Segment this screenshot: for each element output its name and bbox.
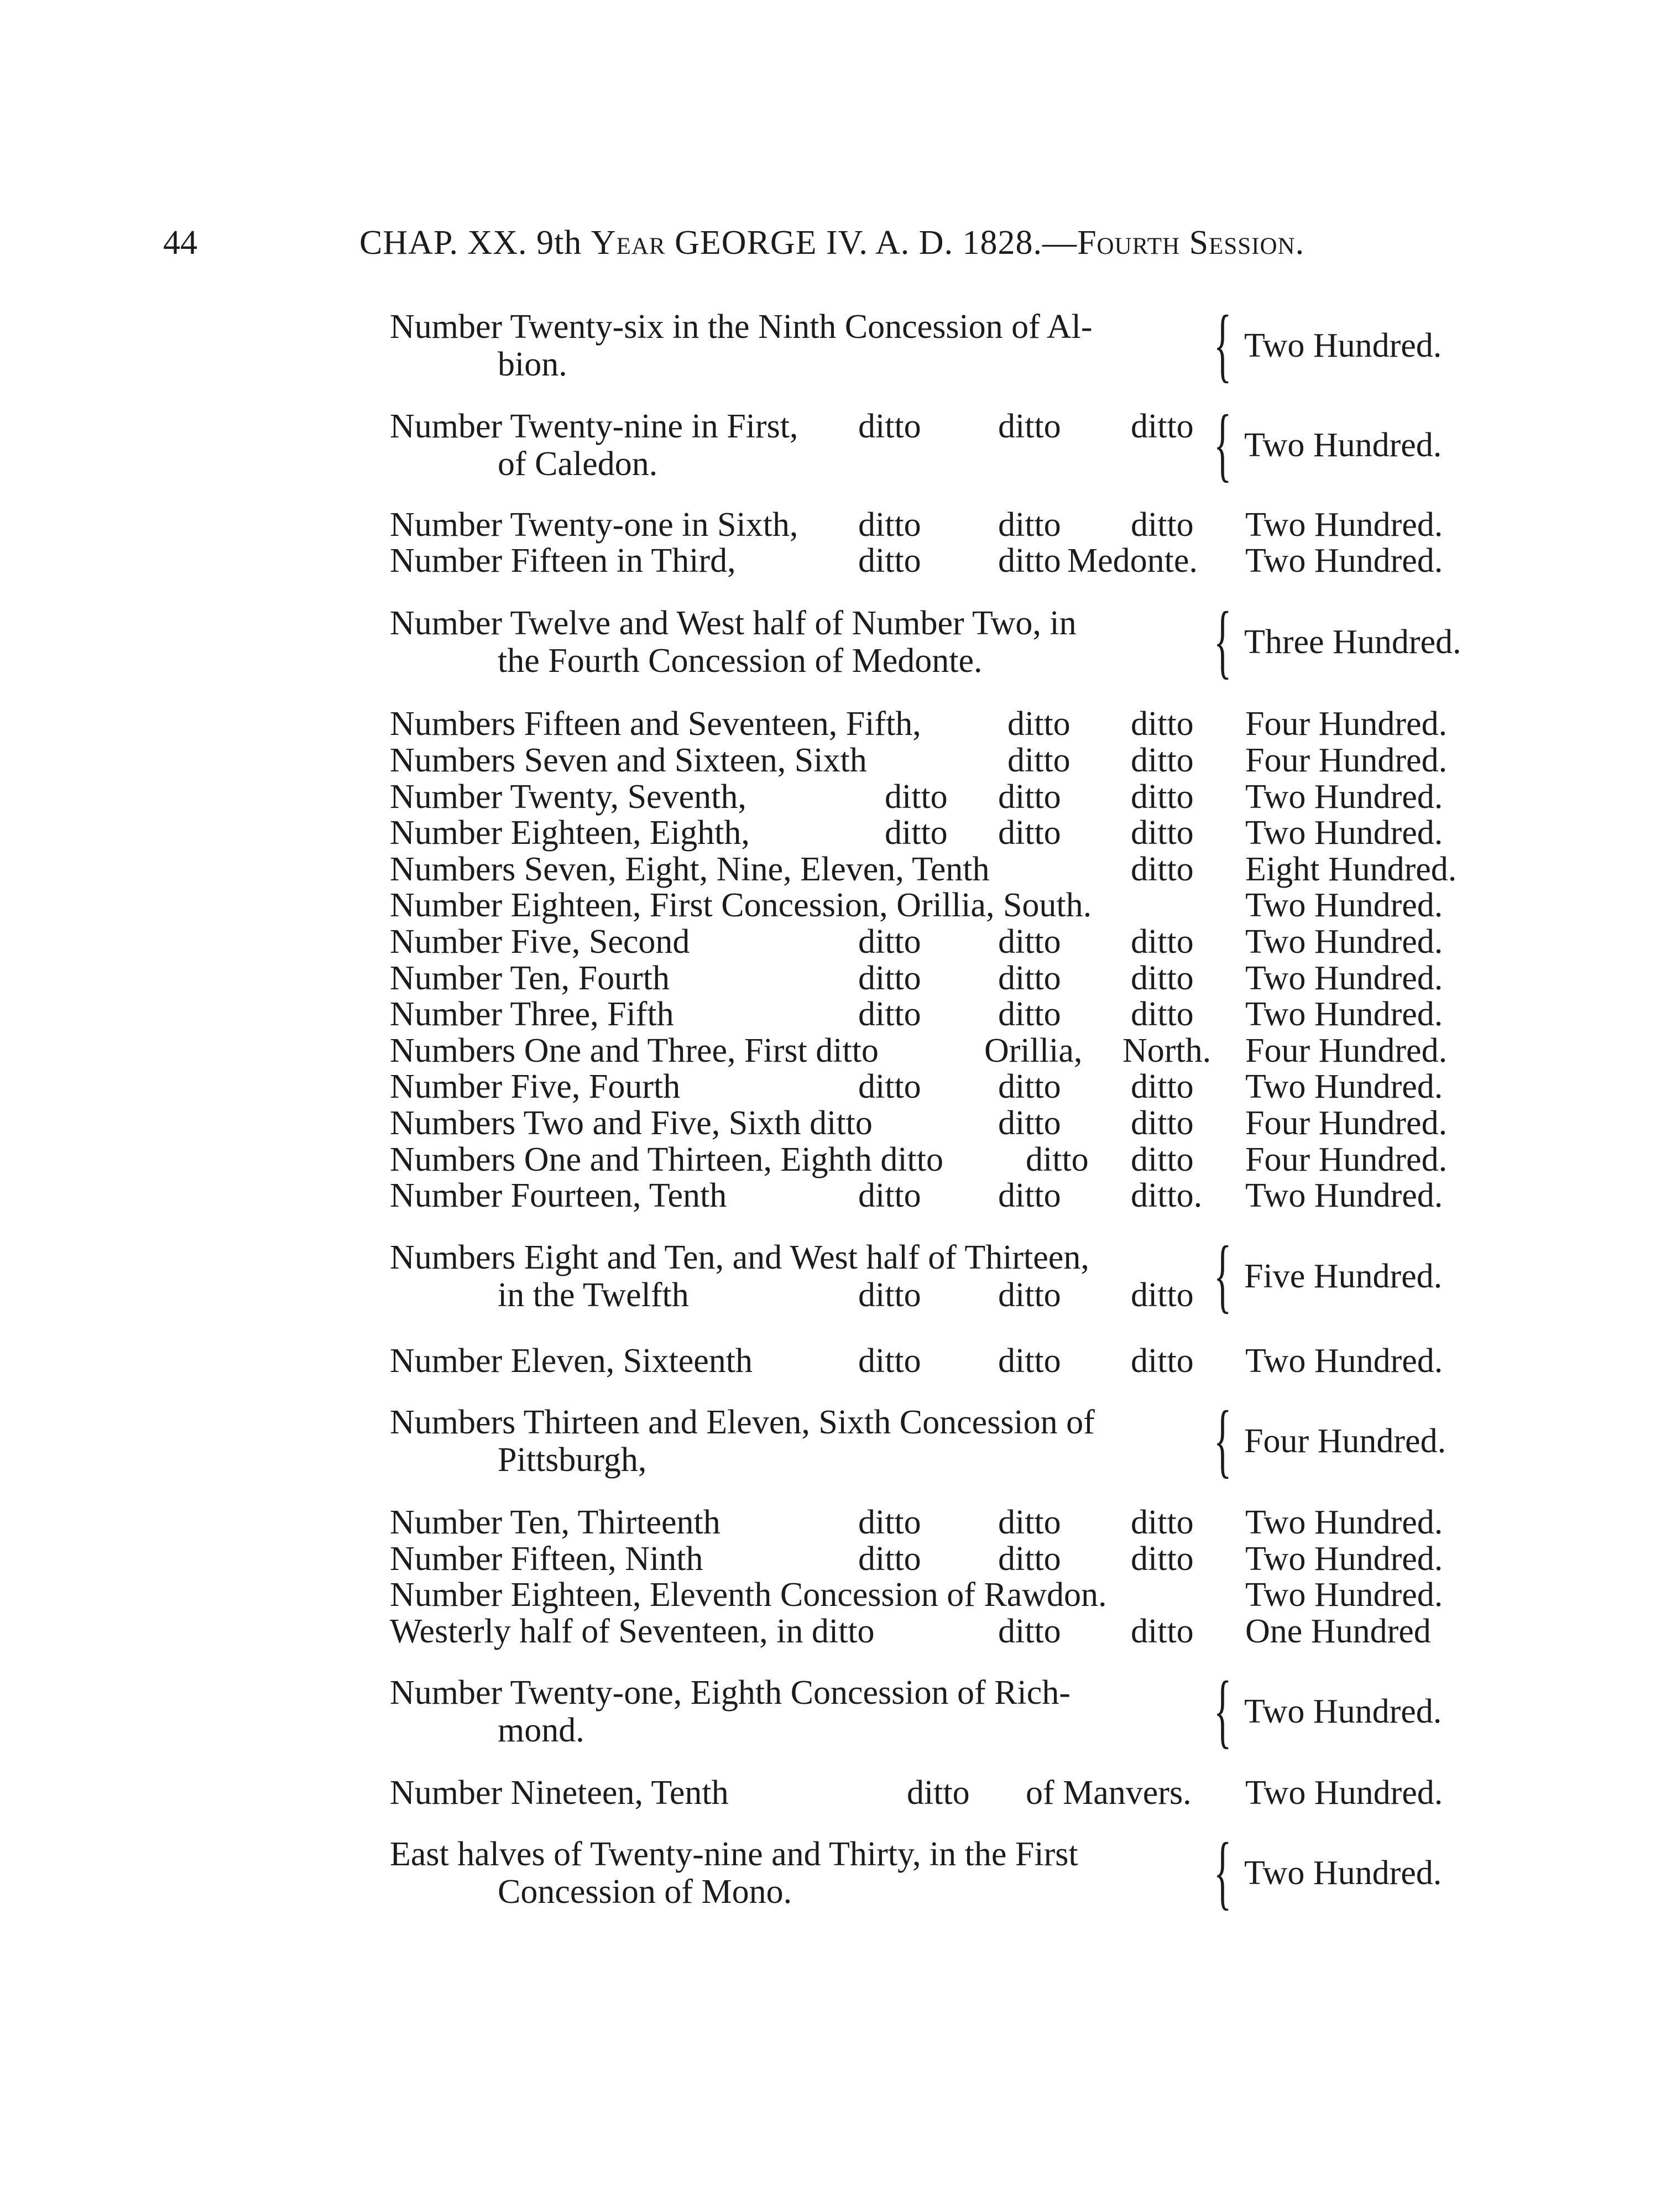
reign-date: GEORGE IV. A. D. 1828.—	[675, 224, 1078, 262]
ditto-column-1: ditto	[1007, 705, 1071, 743]
entry-description-continued: the Fourth Concession of Medonte.	[498, 642, 983, 680]
ditto-column-2: ditto	[998, 1342, 1061, 1380]
ditto-column-3: ditto	[1131, 1342, 1194, 1380]
ditto-column-2: ditto	[998, 1068, 1061, 1105]
entry-description: Numbers One and Thirteen, Eighth ditto	[390, 1141, 943, 1178]
entry-description: Number Nineteen, Tenth	[390, 1774, 729, 1812]
ditto-column-2: ditto	[998, 1613, 1061, 1650]
ditto-column-1: ditto	[858, 1540, 921, 1578]
ditto-column-1: ditto	[858, 959, 921, 997]
entry-description: Numbers Eight and Ten, and West half of Thirteen,	[390, 1239, 1089, 1276]
entry-description-continued: in the Twelfth	[498, 1276, 689, 1314]
entry-amount: Two Hundred.	[1245, 1342, 1443, 1380]
ditto-column-2: ditto	[1026, 1141, 1089, 1178]
entry-amount: Two Hundred.	[1245, 959, 1443, 997]
entry-amount: Two Hundred.	[1245, 995, 1443, 1033]
ditto-column-1: ditto	[858, 1504, 921, 1541]
entry-description: East halves of Twenty-nine and Thirty, in the First	[390, 1835, 1078, 1873]
ditto-column-1: ditto	[858, 542, 921, 580]
entry-description-continued: of Caledon.	[498, 445, 658, 483]
ditto-column-3: ditto	[1131, 1613, 1194, 1650]
ditto-column-3: ditto	[1131, 705, 1194, 743]
ditto-column-2: ditto	[998, 1540, 1061, 1578]
entry-description: Numbers One and Three, First ditto	[390, 1032, 879, 1070]
entry-amount: Two Hundred.	[1245, 506, 1443, 544]
entry-amount: One Hundred	[1245, 1613, 1431, 1650]
ditto-column-3: ditto	[1131, 959, 1194, 997]
entry-amount: Two Hundred.	[1244, 1854, 1442, 1892]
brace-mark: {	[1214, 1394, 1232, 1486]
ditto-column-3: ditto	[1131, 814, 1194, 852]
year-word: Year	[591, 224, 666, 262]
ditto-column-1: ditto	[885, 814, 948, 852]
entry-description: Number Twenty-one in Sixth,	[390, 506, 798, 544]
entry-amount: Four Hundred.	[1245, 742, 1448, 779]
brace-mark: {	[1214, 398, 1232, 490]
entry-description: Numbers Seven and Sixteen, Sixth	[390, 742, 867, 779]
entry-amount: Two Hundred.	[1245, 1540, 1443, 1578]
township-column: Orillia,	[984, 1032, 1083, 1070]
entry-amount: Eight Hundred.	[1245, 851, 1457, 888]
ditto-column-3: ditto.	[1131, 1177, 1203, 1214]
entry-description: Number Twenty-one, Eighth Concession of Rich-	[390, 1674, 1071, 1712]
entry-description: Numbers Fifteen and Seventeen, Fifth,	[390, 705, 921, 743]
ditto-column-1: ditto	[858, 923, 921, 961]
ditto-column-1: ditto	[858, 408, 921, 445]
entry-amount: Two Hundred.	[1245, 542, 1443, 580]
ditto-column-2: ditto	[998, 1177, 1061, 1214]
ditto-column-3: ditto	[1131, 408, 1194, 445]
ditto-column-1: ditto	[858, 506, 921, 544]
entry-description: Number Fifteen, Ninth	[390, 1540, 703, 1578]
entry-description: Number Twelve and West half of Number Two, in	[390, 604, 1077, 642]
entry-description: Number Fourteen, Tenth	[390, 1177, 727, 1214]
entry-description: Number Fifteen in Third,	[390, 542, 736, 580]
session-label: Fourth Session.	[1077, 224, 1305, 262]
entry-description: Numbers Two and Five, Sixth ditto	[390, 1104, 873, 1142]
brace-mark: {	[1214, 1665, 1232, 1756]
entry-amount: Two Hundred.	[1245, 778, 1443, 816]
entry-description: Number Ten, Fourth	[390, 959, 670, 997]
entry-description: Number Five, Fourth	[390, 1068, 681, 1105]
entry-description: Westerly half of Seventeen, in ditto	[390, 1613, 875, 1650]
brace-mark: {	[1214, 1229, 1232, 1321]
ditto-column-2: ditto	[998, 408, 1061, 445]
ditto-column-3: ditto	[1131, 506, 1194, 544]
ditto-column-3: ditto	[1131, 1068, 1194, 1105]
ditto-column-2: ditto	[998, 778, 1061, 816]
entry-description: Numbers Seven, Eight, Nine, Eleven, Tenth	[390, 851, 990, 888]
ditto-column-3: ditto	[1131, 851, 1194, 888]
ditto-column-2: ditto	[998, 1504, 1061, 1541]
entry-amount: Two Hundred.	[1244, 426, 1442, 464]
entry-description: Number Twenty-six in the Ninth Concession of Al-	[390, 308, 1093, 346]
ditto-column-3: ditto	[1131, 995, 1194, 1033]
entry-description: Number Eighteen, Eighth,	[390, 814, 750, 852]
entry-amount: Four Hundred.	[1245, 1141, 1448, 1178]
entry-amount: Three Hundred.	[1244, 623, 1461, 661]
ditto-column-2: ditto	[998, 923, 1061, 961]
entry-description: Number Five, Second	[390, 923, 690, 961]
ditto-column-2: ditto	[998, 542, 1061, 580]
ditto-column-1: ditto	[858, 1068, 921, 1105]
ditto-column-3: ditto	[1131, 742, 1194, 779]
entry-amount: Two Hundred.	[1245, 1576, 1443, 1614]
ditto-column-1: ditto	[858, 1342, 921, 1380]
chapter-label: CHAP. XX.	[359, 224, 528, 262]
entry-amount: Two Hundred.	[1245, 814, 1443, 852]
ditto-column-3: ditto	[1131, 1540, 1194, 1578]
ditto-column-1: ditto	[858, 995, 921, 1033]
ditto-column-3: ditto	[1131, 778, 1194, 816]
direction-column: North.	[1122, 1032, 1212, 1070]
entry-amount: Two Hundred.	[1245, 1177, 1443, 1214]
entry-amount: Two Hundred.	[1245, 1504, 1443, 1541]
ditto-column-1: ditto	[907, 1774, 970, 1812]
page-number: 44	[163, 224, 197, 262]
ditto-column-3: ditto	[1131, 1504, 1194, 1541]
entry-description: Number Eighteen, First Concession, Orillia, South.	[390, 886, 1092, 924]
ditto-column-1: ditto	[858, 1276, 921, 1314]
entry-amount: Four Hundred.	[1245, 1032, 1448, 1070]
ditto-column-2: ditto	[998, 506, 1061, 544]
ditto-column-2: ditto	[1007, 742, 1071, 779]
entry-description-continued: mond.	[498, 1712, 584, 1749]
brace-mark: {	[1214, 595, 1232, 687]
township-column: of Manvers.	[1026, 1774, 1192, 1812]
entry-description: Number Twenty, Seventh,	[390, 778, 746, 816]
ditto-column-2: ditto	[998, 814, 1061, 852]
entry-description: Number Eleven, Sixteenth	[390, 1342, 753, 1380]
entry-amount: Four Hundred.	[1245, 1104, 1448, 1142]
entry-description: Number Twenty-nine in First,	[390, 408, 798, 445]
entry-amount: Two Hundred.	[1245, 886, 1443, 924]
entry-amount: Two Hundred.	[1245, 1068, 1443, 1105]
ditto-column-3: ditto	[1131, 1276, 1194, 1314]
ditto-column-3: ditto	[1131, 923, 1194, 961]
entry-amount: Five Hundred.	[1244, 1258, 1443, 1295]
ditto-column-1: ditto	[858, 1177, 921, 1214]
ditto-column-2: ditto	[998, 1276, 1061, 1314]
entry-amount: Four Hundred.	[1244, 1422, 1447, 1460]
entry-description: Number Eighteen, Eleventh Concession of Rawdon.	[390, 1576, 1107, 1614]
ditto-column-3: ditto	[1131, 1104, 1194, 1142]
entry-description: Numbers Thirteen and Eleven, Sixth Concession of	[390, 1404, 1095, 1441]
brace-mark: {	[1214, 299, 1232, 390]
entry-description: Number Three, Fifth	[390, 995, 674, 1033]
brace-mark: {	[1214, 1826, 1232, 1918]
ditto-column-2: ditto	[998, 995, 1061, 1033]
regnal-year: 9th	[536, 224, 582, 262]
entry-amount: Two Hundred.	[1244, 1693, 1442, 1730]
township-column: Medonte.	[1067, 542, 1198, 580]
entry-description: Number Ten, Thirteenth	[390, 1504, 720, 1541]
entry-description-continued: Concession of Mono.	[498, 1873, 792, 1911]
ditto-column-1: ditto	[885, 778, 948, 816]
entry-amount: Two Hundred.	[1245, 1774, 1443, 1812]
entry-amount: Two Hundred.	[1245, 923, 1443, 961]
entry-amount: Four Hundred.	[1245, 705, 1448, 743]
ditto-column-3: ditto	[1131, 1141, 1194, 1178]
ditto-column-2: ditto	[998, 1104, 1061, 1142]
entry-description-continued: Pittsburgh,	[498, 1441, 647, 1479]
entry-description-continued: bion.	[498, 346, 567, 383]
entry-amount: Two Hundred.	[1244, 327, 1442, 364]
ditto-column-2: ditto	[998, 959, 1061, 997]
